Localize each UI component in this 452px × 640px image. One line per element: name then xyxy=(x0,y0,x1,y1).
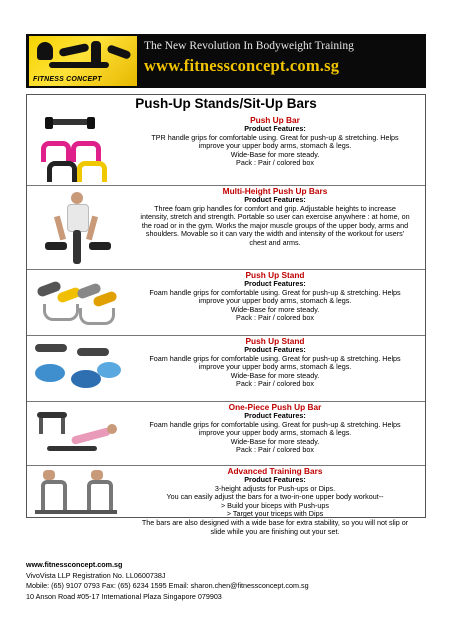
feature-line: > Target your triceps with Dips xyxy=(226,509,324,519)
feature-line: the road or in the gym. Works the major muscle groups of the upper body, arms and xyxy=(141,220,409,230)
features-label: Product Features: xyxy=(244,195,306,204)
product-description xyxy=(125,186,425,248)
features-label: Product Features: xyxy=(244,279,306,288)
push-up-stand-image xyxy=(27,270,125,336)
push-up-bar-image xyxy=(27,115,125,185)
banner-url[interactable]: www.fitnessconcept.com.sg xyxy=(144,56,340,75)
multi-height-push-up-bars-image xyxy=(27,186,125,270)
feature-line: improve your upper body arms, stomach & legs. xyxy=(198,428,352,438)
product-name: One-Piece Push Up Bar xyxy=(228,402,322,412)
feature-line: Three foam grip handles for comfort and grip. Adjustable heights to increase xyxy=(154,203,396,213)
product-name: Push Up Stand xyxy=(245,270,305,280)
features-label: Product Features: xyxy=(244,411,306,420)
features-label: Product Features: xyxy=(244,124,306,133)
feature-line: improve your upper body arms, stomach & legs. xyxy=(198,362,352,372)
feature-line: TPR handle grips for comfortable using. Great for push-up & stretching. Helps xyxy=(151,132,399,142)
footer-address: 10 Anson Road #05-17 International Plaza Singapore 079903 xyxy=(26,591,222,601)
footer xyxy=(26,560,436,602)
footer-contact: Mobile: (65) 9107 0793 Fax: (65) 6234 1595 Email: sharon.chen@fitnessconcept.com.sg xyxy=(26,581,309,590)
logo-text: FITNESS CONCEPT xyxy=(33,76,102,83)
push-up-stand-blue-image xyxy=(27,336,125,402)
feature-line: Foam handle grips for comfortable using. Great for push-up & stretching. Helps xyxy=(149,287,401,297)
feature-line: chest and arms. xyxy=(249,237,301,247)
product-row xyxy=(27,401,425,466)
one-piece-push-up-bar-image xyxy=(27,402,125,466)
advanced-training-bars-image xyxy=(27,466,125,518)
feature-line: The bars are also designed with a wide base for extra stability, so you will not slip or xyxy=(141,517,409,527)
feature-line: Pack : Pair / colored box xyxy=(236,313,314,323)
feature-line: Foam handle grips for comfortable using. Great for push-up & stretching. Helps xyxy=(149,353,401,363)
feature-line: > Build your biceps with Push-ups xyxy=(220,500,330,510)
product-description xyxy=(125,402,425,455)
feature-line: intensity, stretch and strength. Portable so user can exercise anywhere : at home, on xyxy=(140,212,410,222)
product-description xyxy=(125,270,425,323)
feature-line: Pack : Pair / colored box xyxy=(236,379,314,389)
product-name: Multi-Height Push Up Bars xyxy=(222,186,328,196)
footer-website[interactable]: www.fitnessconcept.com.sg xyxy=(26,560,123,569)
product-table xyxy=(26,94,426,536)
feature-line: improve your upper body arms, stomach & legs. xyxy=(198,141,352,151)
feature-line: Foam handle grips for comfortable using. Great for push-up & stretching. Helps xyxy=(149,419,401,429)
product-row xyxy=(27,335,425,402)
product-name: Push Up Bar xyxy=(250,115,300,125)
product-description xyxy=(125,115,425,168)
feature-line: Wide-Base for more steady. xyxy=(230,370,320,380)
page-title: Push-Up Stands/Sit-Up Bars xyxy=(135,96,317,111)
feature-line: improve your upper body arms, stomach & legs. xyxy=(198,296,352,306)
features-label: Product Features: xyxy=(244,475,306,484)
product-row xyxy=(27,465,425,536)
feature-line: Wide-Base for more steady. xyxy=(230,304,320,314)
feature-line: Pack : Pair / colored box xyxy=(236,445,314,455)
product-description xyxy=(125,466,425,536)
feature-line: You can easily adjust the bars for a two-in-one upper body workout-- xyxy=(166,492,384,502)
feature-line: shoulders. Movable so it can vary the width and intensity of the workout for users' xyxy=(145,229,405,239)
feature-line: 3-height adjusts for Push-ups or Dips. xyxy=(214,483,336,493)
feature-line: slide while you are finishing out your set. xyxy=(210,526,340,536)
footer-registration: VivoVista LLP Registration No. LL0600738J xyxy=(26,570,166,580)
feature-line: Wide-Base for more steady. xyxy=(230,149,320,159)
feature-line: Wide-Base for more steady. xyxy=(230,436,320,446)
header-banner xyxy=(26,34,426,88)
product-row xyxy=(27,115,425,185)
fitness-concept-logo xyxy=(29,36,137,86)
product-row xyxy=(27,269,425,336)
product-description xyxy=(125,336,425,389)
product-name: Advanced Training Bars xyxy=(227,466,323,476)
product-name: Push Up Stand xyxy=(245,336,305,346)
banner-tagline: The New Revolution In Bodyweight Training xyxy=(144,40,354,52)
features-label: Product Features: xyxy=(244,345,306,354)
feature-line: Pack : Pair / colored box xyxy=(236,158,314,168)
product-row xyxy=(27,185,425,270)
